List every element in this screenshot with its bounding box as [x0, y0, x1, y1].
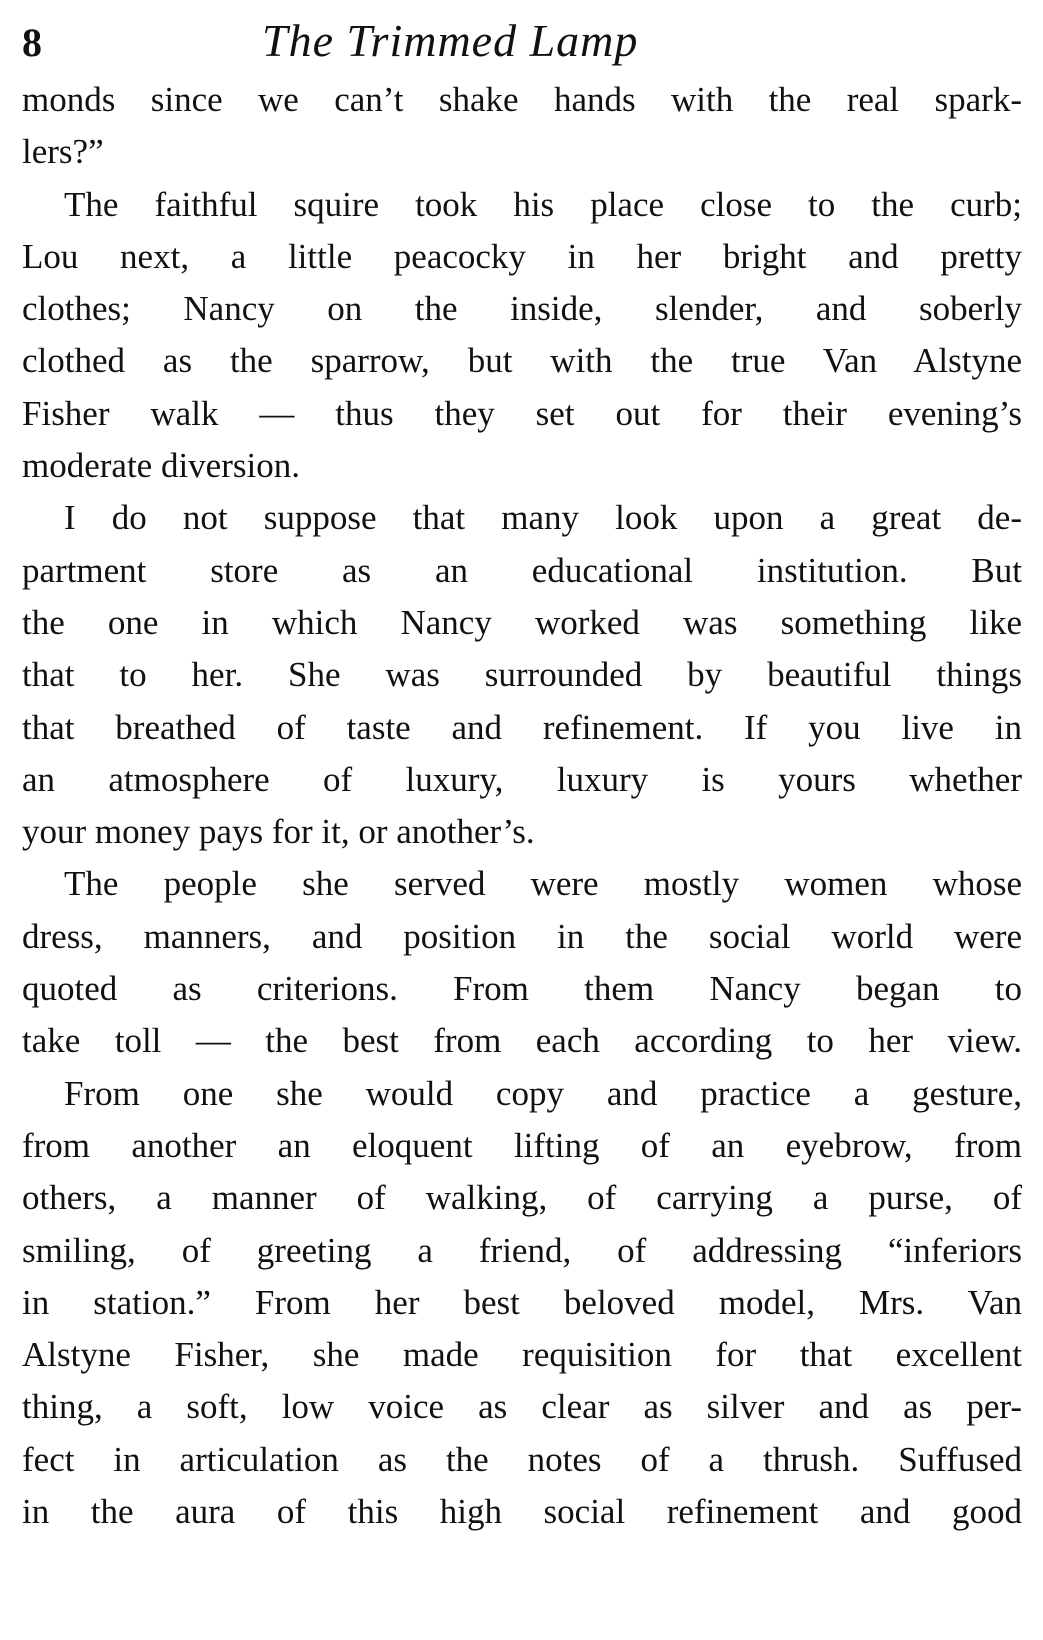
text-line: that to her. She was surrounded by beautiful things [22, 655, 1022, 695]
text-line: Alstyne Fisher, she made requisition for that excellent [22, 1335, 1022, 1375]
text-line: the one in which Nancy worked was something like [22, 602, 1022, 642]
text-line: that breathed of taste and refinement. If you live in [22, 707, 1022, 747]
text-line: moderate diversion. [22, 446, 300, 486]
text-line: quoted as criterions. From them Nancy began to [22, 969, 1022, 1009]
text-line: your money pays for it, or another’s. [22, 812, 535, 852]
paragraph-first-line: From one she would copy and practice a gesture, [64, 1073, 1022, 1113]
text-line: take toll — the best from each according to her view. [22, 1021, 1022, 1061]
page-number: 8 [22, 20, 42, 65]
text-line: an atmosphere of luxury, luxury is yours whether [22, 759, 1022, 799]
running-title: The Trimmed Lamp [262, 15, 639, 66]
paragraph-first-line: The people she served were mostly women whose [64, 864, 1022, 904]
book-page [22, 14, 1022, 1538]
text-line: Lou next, a little peacocky in her bright and pretty [22, 236, 1022, 276]
text-line: in station.” From her best beloved model, Mrs. Van [22, 1282, 1022, 1322]
text-line: monds since we can’t shake hands with the real spark- [22, 80, 1022, 119]
text-line: smiling, of greeting a friend, of addressing “inferiors [22, 1230, 1022, 1270]
text-line: partment store as an educational institution. But [22, 550, 1022, 590]
text-line: clothed as the sparrow, but with the true Van Alstyne [22, 341, 1022, 381]
text-line: thing, a soft, low voice as clear as silver and as per- [22, 1387, 1022, 1427]
body-text [22, 74, 1022, 1538]
paragraph-first-line: I do not suppose that many look upon a great de- [64, 498, 1022, 538]
text-line: Fisher walk — thus they set out for their evening’s [22, 393, 1022, 433]
text-line: lers?” [22, 132, 104, 172]
text-line: dress, manners, and position in the social world were [22, 916, 1022, 956]
paragraph-first-line: The faithful squire took his place close to the curb; [64, 184, 1022, 224]
text-line: in the aura of this high social refinement and good [22, 1492, 1022, 1532]
text-line: others, a manner of walking, of carrying a purse, of [22, 1178, 1022, 1218]
running-head [22, 14, 1022, 74]
text-line: clothes; Nancy on the inside, slender, and soberly [22, 289, 1022, 329]
text-line: from another an eloquent lifting of an eyebrow, from [22, 1125, 1022, 1165]
text-line: fect in articulation as the notes of a thrush. Suffused [22, 1439, 1022, 1479]
